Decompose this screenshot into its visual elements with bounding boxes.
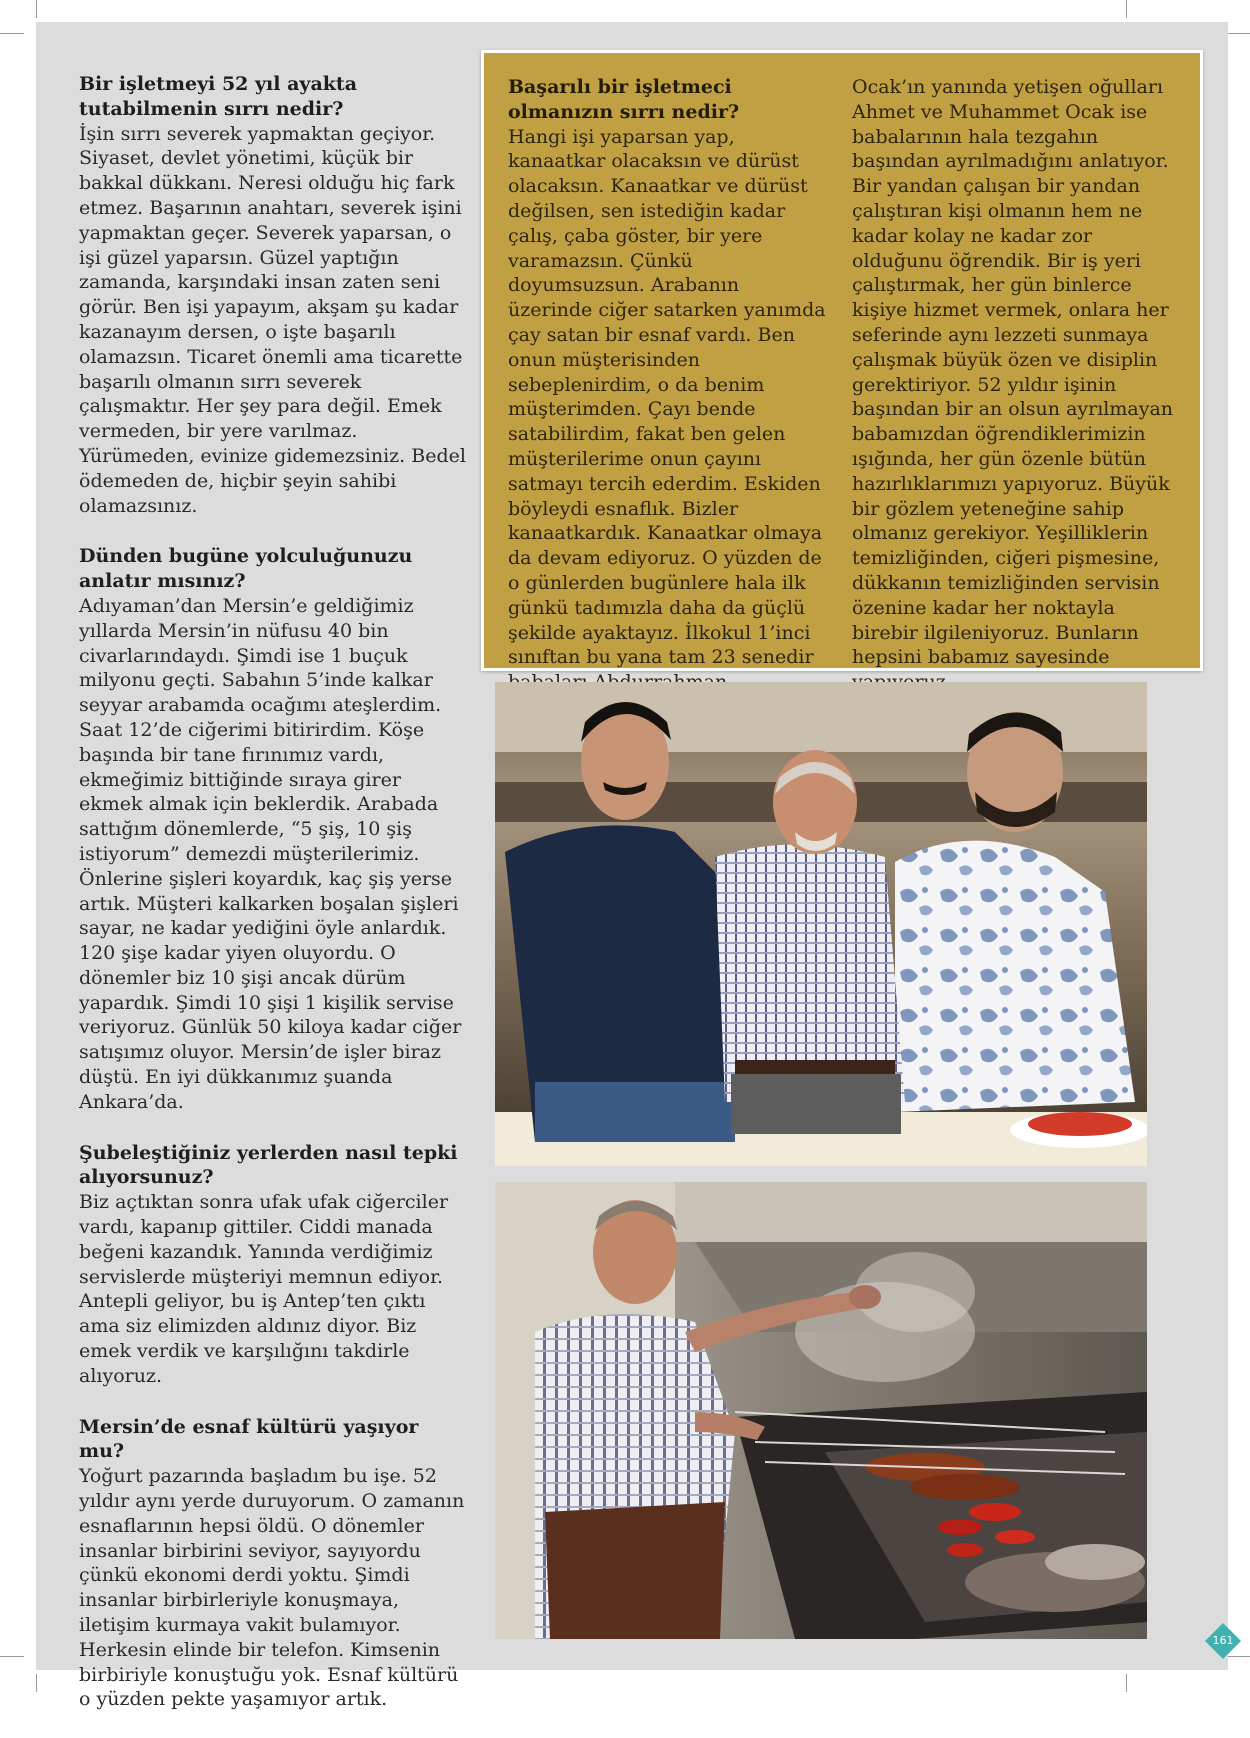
highlight-column-2 [852,75,1182,695]
left-text-column [79,72,469,1738]
crop-mark [36,1674,37,1692]
crop-mark [36,0,37,18]
answer-paragraph: Biz açtıktan sonra ufak ufak ciğerciler vardı, kapanıp gittiler. Ciddi manada beğeni kazandık. Yanında verdiğimiz servislerde müşteriyi memnun ediyor. Antepli geliyor, bu iş Antep’ten çıktı ama siz elimizden aldınız diyor. Biz emek verdik ve karşılığını takdirle alıyoruz. [79,1191,449,1387]
qa-block [79,544,469,1114]
highlight-column-1 [508,75,828,695]
crop-mark [1226,33,1250,34]
question-heading: Bir işletmeyi 52 yıl ayakta tutabilmenin sırrı nedir? [79,73,358,120]
qa-block [79,1141,469,1389]
answer-paragraph: Adıyaman’dan Mersin’e geldiğimiz yıllarda Mersin’in nüfusu 40 bin civarlarındaydı. Şimdi ise 1 buçuk milyonu geçti. Sabahın 5’inde kalkar seyyar arabamda ocağımı ateşlerdim. Saat 12’de ciğerimi bitirirdim. Köşe başında bir tane fırınımız vardı, ekmeğimiz bittiğinde sıraya girer ekmek almak için beklerdik. Arabada sattığım dönemlerde, “5 şiş, 10 şiş istiyorum” demezdi müşterilerimiz. Önlerine şişleri koyardık, kaç şiş yerse artık. Müşteri kalkarken boşalan şişleri sayar, ne kadar yediğini öyle anlardık. 120 şişe kadar yiyen oluyordu. O dönemler biz 10 şişi ancak dürüm yapardık. Şimdi 10 şişi 1 kişilik servise veriyoruz. Günlük 50 kiloya kadar ciğer satışımız oluyor. Mersin’de işler biraz düştü. En iyi dükkanımız şuanda Ankara’da. [79,594,462,1113]
answer-paragraph: Yoğurt pazarında başladım bu işe. 52 yıldır aynı yerde duruyorum. O zamanın esnaflarının hepsi öldü. O dönemler insanlar birbirini seviyor, sayıyordu çünkü ekonomi derdi yoktu. Şimdi insanlar birbirleriyle konuşmaya, iletişim kurmaya vakit bulamıyor. Herkesin elinde bir telefon. Kimsenin birbiriyle konuştuğu yok. Esnaf kültürü o yüzden pekte yaşamıyor artık. [79,1465,465,1711]
question-heading: Şubeleştiğiniz yerlerden nasıl tepki alıyorsunuz? [79,1141,458,1189]
highlight-box [481,50,1203,671]
question-heading: Başarılı bir işletmeci olmanızın sırrı nedir? [508,76,740,123]
qa-block [79,72,469,518]
crop-mark [0,1656,24,1657]
answer-paragraph: Ocak’ın yanında yetişen oğulları Ahmet ve Muhammet Ocak ise babalarının hala tezgahın başından ayrılmadığını anlatıyor. Bir yandan çalışan bir yandan çalıştıran kişi olmanın hem ne kadar kolay ne kadar zor olduğunu öğrendik. Bir iş yeri çalıştırmak, her gün binlerce kişiye hizmet vermek, onlara her seferinde aynı lezzeti sunmaya çalışmak büyük özen ve disiplin gerektiriyor. 52 yıldır işinin başından bir an olsun ayrılmayan babamızdan öğrendiklerimizin ışığında, her gün özenle bütün hazırlıklarımızı yapıyoruz. Büyük bir gözlem yeteneğine sahip olmanız gerekiyor. Yeşilliklerin temizliğinden, ciğeri pişmesine, dükkanın temizliğinden servisin özenine kadar her noktayla birebir ilgileniyoruz. Bunların hepsini babamız sayesinde [852,76,1174,669]
crop-mark [1126,1674,1127,1692]
qa-block [79,1415,469,1713]
page-number-badge [1204,1622,1242,1660]
crop-mark [0,33,24,34]
magazine-page [36,22,1234,1711]
answer-paragraph: İşin sırrı severek yapmaktan geçiyor. Siyaset, devlet yönetimi, küçük bir bakkal dükkanı. Neresi olduğu hiç fark etmez. Başarının anahtarı, severek işini yapmaktan geçer. Severek yaparsan, o işi güzel yaparsın. Güzel yaptığın zamanda, karşındaki insan zaten seni görür. Ben işi yapayım, akşam şu kadar kazanayım dersen, o işte başarılı olamazsın. Ticaret önemli ama ticarette başarılı olmanın sırrı severek çalışmaktır. Her şey para değil. Emek vermeden, bir yere varılmaz. Yürümeden, evinize gidemezsiniz. Bedel ödemeden de, hiçbir şeyin sahibi olamazsınız. [79,122,466,517]
question-heading: Dünden bugüne yolculuğunuzu anlatır mısınız? [79,545,413,593]
answer-paragraph: Hangi işi yaparsan yap, kanaatkar olacaksın ve dürüst olacaksın. Kanaatkar ve dürüst değilsen, sen istediğin kadar çalış, çaba göster, bir yere varamazsın. Çünkü doyumsuzsun. Arabanın üzerinde ciğer satarken yanımda çay satan bir esnaf vardı. Ben onun müşterisinden sebeplenirdim, o da benim müşterimden. Çayı bende satabilirdim, fakat ben gelen müşterilerime onun çayını satmayı tercih ederdim. Eskiden böyleydi esnaflık. Bizler kanaatkardık. Kanaatkar olmaya da devam ediyoruz. O yüzden de o günlerden bugünlere hala ilk günkü tadımızla daha da güçlü şekilde ayaktayız. İlkokul 1’inci sınıftan bu yana tam 23 senedir [508,125,826,669]
crop-mark [1126,0,1127,18]
photo-three-men [495,682,1147,1166]
photo-grill [495,1182,1147,1639]
page-number: 161 [1212,1634,1234,1647]
question-heading: Mersin’de esnaf kültürü yaşıyor mu? [79,1415,419,1463]
